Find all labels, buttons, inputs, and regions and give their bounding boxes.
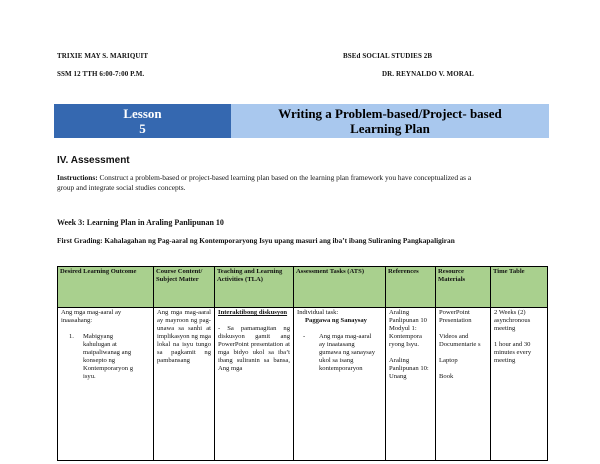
- cell-learning-outcome: [58, 308, 154, 461]
- header-references: References: [386, 267, 436, 308]
- header-desired-learning-outcome: Desired Learning Outcome: [58, 267, 154, 308]
- week-heading: Week 3: Learning Plan in Araling Panlipunan 10: [57, 218, 224, 227]
- instructions-line1: Construct a problem-based or project-based learning plan based on the learning plan framework you have conceptualized as a: [97, 173, 472, 182]
- header-time-table: Time Table: [491, 267, 548, 308]
- header-assessment-tasks: Assessment Tasks (ATS): [294, 267, 386, 308]
- assessment-body: Ang mga mag-aaral ay inaatasang gumawa ng sanaysay ukol sa isang kontemporaryon: [319, 333, 376, 372]
- cell-assessment: [294, 308, 386, 461]
- reference-2: Araling Panlipunan 10: Unang: [389, 357, 429, 380]
- header-course-content: Course Content/ Subject Matter: [154, 267, 215, 308]
- lesson-number-box: [54, 104, 231, 138]
- assessment-label: Individual task:: [297, 309, 339, 316]
- cell-resources: [436, 308, 491, 461]
- tla-heading: Interaktibong diskusyon: [218, 309, 288, 316]
- first-grading-heading: First Grading: Kahalagahan ng Pag-aaral ng Kontemporaryong Isyu upang masuri ang iba’t ibang Suliraning Pangkapaligiran: [57, 236, 455, 245]
- assessment-item: [297, 333, 382, 373]
- section-heading: IV. Assessment: [57, 155, 130, 166]
- instructions-text: [57, 173, 542, 193]
- outcome-item: [61, 333, 150, 381]
- lesson-title-line1: Writing a Problem-based/Project- based: [278, 106, 502, 121]
- outcome-item-text: Mabigyang kahulugan at maipaliwanag ang konsepto ng Kontemporaryon g isyu.: [83, 333, 133, 380]
- lesson-banner: [54, 104, 549, 138]
- instructions-line2: group and integrate social studies concepts.: [57, 183, 186, 192]
- resource-1: PowerPoint Presentation: [439, 309, 472, 324]
- lesson-title-line2: Learning Plan: [350, 121, 430, 136]
- table-row: [58, 308, 548, 461]
- lesson-number: 5: [139, 121, 146, 136]
- resource-3: Laptop: [439, 357, 458, 364]
- instructor-name: DR. REYNALDO V. MORAL: [382, 70, 474, 78]
- time-2: 1 hour and 30 minutes every meeting: [494, 341, 532, 364]
- tla-body: - Sa pamamagitan ng diskusyon gamit ang PowerPoint presentation at mga bidyo ukol sa iba’t ibang suliranin sa bansa, Ang mga: [218, 325, 290, 372]
- time-1: 2 Weeks (2) asynchronous meeting: [494, 309, 531, 332]
- cell-tla: [215, 308, 294, 461]
- outcome-item-number: 1.: [69, 333, 74, 340]
- outcome-intro: Ang mga mag-aaral ay inaasahang:: [61, 309, 122, 324]
- resource-4: Book: [439, 373, 454, 380]
- header-tla: Teaching and Learning Activities (TLA): [215, 267, 294, 308]
- header-resource-materials: Resource Materials: [436, 267, 491, 308]
- cell-references: [386, 308, 436, 461]
- resource-2: Videos and Documentarie s: [439, 333, 481, 348]
- assessment-dash: -: [303, 333, 306, 340]
- reference-1: Araling Panlipunan 10 Modyul 1: Kontempora ryong Isyu.: [389, 309, 427, 348]
- student-name: TRIXIE MAY S. MARIQUIT: [57, 52, 149, 60]
- cell-course-content: Ang mga mag-aaral ay mayroon ng pag-unawa sa sanhi at implikasyon ng mga lokal na isyu tungo sa pagkamit ng pambansang: [154, 308, 215, 461]
- table-header-row: [58, 267, 548, 308]
- course-section: BSEd SOCIAL STUDIES 2B: [343, 52, 433, 60]
- class-schedule: SSM 12 TTH 6:00-7:00 P.M.: [57, 70, 145, 78]
- lesson-label: Lesson: [123, 106, 162, 121]
- assessment-heading: Paggawa ng Sanaysay: [305, 317, 367, 324]
- lesson-title-box: [231, 104, 549, 138]
- cell-time-table: [491, 308, 548, 461]
- learning-plan-table: [57, 266, 548, 461]
- instructions-label: Instructions:: [57, 173, 98, 182]
